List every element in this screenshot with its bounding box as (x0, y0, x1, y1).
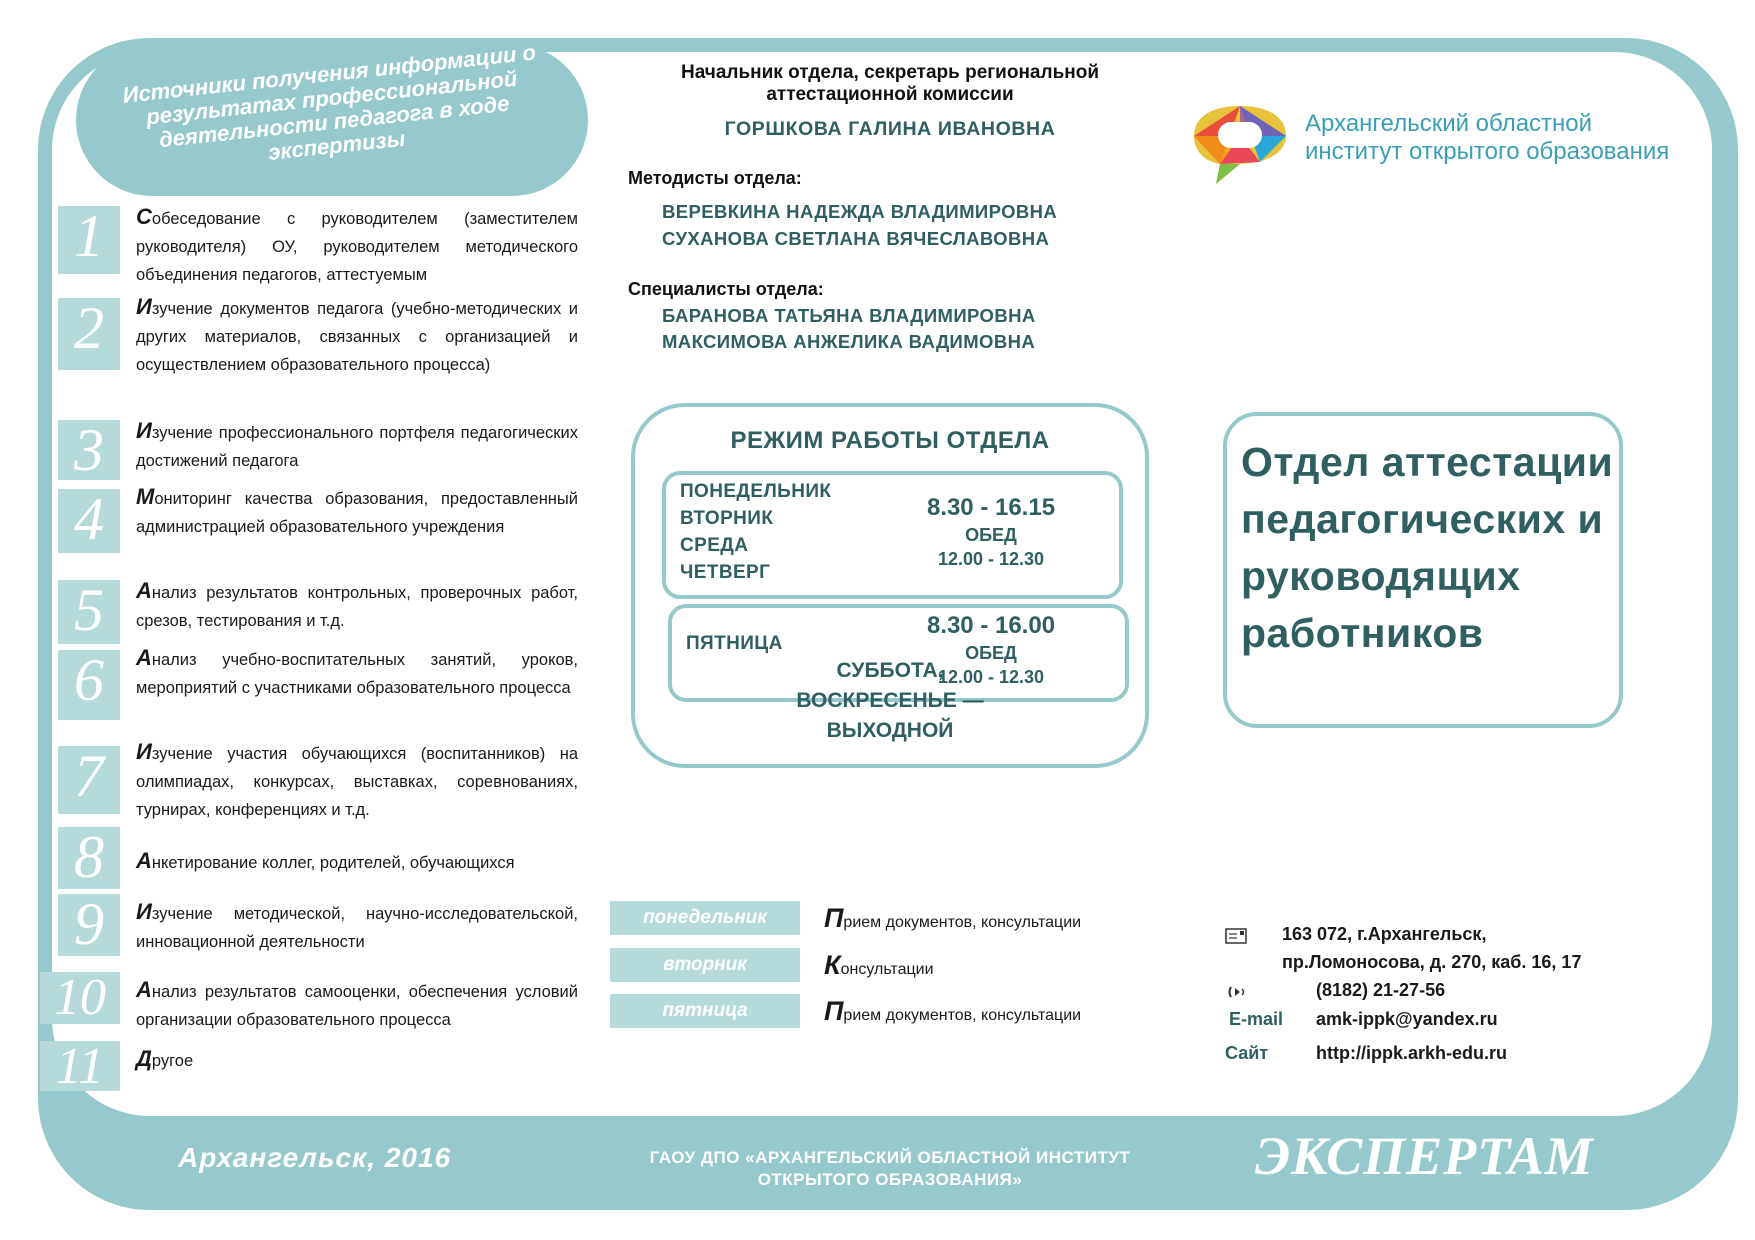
item-number: 10 (40, 972, 120, 1024)
item-number: 7 (58, 746, 120, 814)
reception-row (610, 994, 1210, 1028)
reception-row (610, 948, 1210, 982)
item-number: 11 (40, 1041, 120, 1091)
item-number: 4 (58, 489, 120, 553)
head-of-department-title: Начальник отдела, секретарь региональной аттестационной комиссии (680, 62, 1100, 105)
weekday: СРЕДА (680, 535, 749, 556)
schedule-title: РЕЖИМ РАБОТЫ ОТДЕЛА (730, 427, 1050, 454)
weekday: ПОНЕДЕЛЬНИК (680, 481, 832, 502)
weekend-note: СУББОТА, ВОСКРЕСЕНЬЕ — ВЫХОДНОЙ (796, 659, 984, 742)
lunch-label: ОБЕД (965, 643, 1017, 663)
email-link[interactable]: amk-ippk@yandex.ru (1316, 1009, 1498, 1029)
weekday: ВТОРНИК (680, 508, 774, 529)
site-label: Сайт (1225, 1043, 1269, 1063)
friday-label: ПЯТНИЦА (686, 633, 783, 654)
specialist-name: МАКСИМОВА АНЖЕЛИКА ВАДИМОВНА (662, 331, 1036, 352)
item-text: Изучение участия обучающихся (воспитанников) на олимпиадах, конкурсах, выставках, соревнованиях, турнирах, конференциях и т.д. (136, 739, 578, 819)
item-text: Анализ учебно-воспитательных занятий, уроков, мероприятий с участниками образовательного процесса (136, 645, 578, 697)
address-line: 163 072, г.Архангельск, (1282, 924, 1487, 944)
weekday: ЧЕТВЕРГ (680, 562, 771, 583)
reception-day: вторник (610, 948, 800, 982)
address-line: пр.Ломоносова, д. 270, каб. 16, 17 (1282, 952, 1582, 972)
footer-city-year: Архангельск, 2016 (178, 1142, 452, 1173)
phone-icon (1228, 984, 1248, 1000)
phone-number: (8182) 21-27-56 (1316, 980, 1446, 1000)
item-text: Изучение документов педагога (учебно-методических и других материалов, связанных с организацией и осуществлением образовательного процесса) (136, 294, 578, 374)
reception-row (610, 901, 1210, 935)
item-number: 2 (58, 298, 120, 370)
item-text: Собеседование с руководителем (заместителем руководителя) ОУ, руководителем методического объединения педагогов, аттестуемым (136, 204, 578, 284)
item-text: Анализ результатов контрольных, проверочных работ, срезов, тестирования и т.д. (136, 578, 578, 630)
reception-day: понедельник (610, 901, 800, 935)
head-of-department-name: ГОРШКОВА ГАЛИНА ИВАНОВНА (724, 118, 1056, 140)
item-number: 6 (58, 650, 120, 720)
specialist-name: БАРАНОВА ТАТЬЯНА ВЛАДИМИРОВНА (662, 305, 1036, 326)
item-number: 8 (58, 827, 120, 889)
item-text: Изучение профессионального портфеля педагогических достижений педагога (136, 418, 578, 470)
item-text: Изучение методической, научно-исследовательской, инновационной деятельности (136, 899, 578, 951)
item-text: Анализ результатов самооценки, обеспечения условий организации образовательного процесса (136, 977, 578, 1029)
sources-heading: Источники получения информации о результатах профессиональной деятельности педагога в ходе экспертизы (121, 39, 537, 165)
item-number: 9 (58, 894, 120, 956)
item-text: Анкетирование коллег, родителей, обучающихся (136, 848, 515, 873)
methodist-name: СУХАНОВА СВЕТЛАНА ВЯЧЕСЛАВОВНА (662, 228, 1050, 249)
item-text: Другое (136, 1046, 194, 1071)
reception-description: Прием документов, консультации (824, 996, 1082, 1026)
envelope-icon (1225, 928, 1247, 944)
site-link[interactable]: http://ippk.arkh-edu.ru (1316, 1043, 1507, 1063)
specialists-label: Специалисты отдела: (628, 279, 824, 299)
reception-description: Прием документов, консультации (824, 903, 1082, 933)
item-number: 3 (58, 420, 120, 480)
footer-organization: ГАОУ ДПО «АРХАНГЕЛЬСКИЙ ОБЛАСТНОЙ ИНСТИТУТ ОТКРЫТОГО ОБРАЗОВАНИЯ» (649, 1148, 1131, 1189)
reception-description: Консультации (824, 950, 934, 980)
footer-title: ЭКСПЕРТАМ (1255, 1126, 1594, 1186)
weekday-list (680, 478, 831, 586)
email-label: E-mail (1229, 1009, 1284, 1029)
work-schedule (631, 403, 1149, 768)
methodists-label: Методисты отдела: (628, 168, 802, 188)
department-title: Отдел аттестации педагогических и руководящих работников (1241, 439, 1614, 656)
item-text: Мониторинг качества образования, предоставленный администрацией образовательного учреждения (136, 484, 578, 536)
item-number: 5 (58, 580, 120, 644)
lunch-label: ОБЕД (965, 525, 1017, 545)
item-number: 1 (58, 206, 120, 274)
institute-name-line: Архангельский областной (1305, 110, 1593, 137)
weekday-hours (886, 493, 1096, 571)
weekdays-schedule (662, 471, 1123, 599)
institute-name (1305, 110, 1669, 166)
working-hours: 8.30 - 16.15 (926, 494, 1056, 521)
reception-day: пятница (610, 994, 800, 1028)
lunch-hours: 12.00 - 12.30 (937, 667, 1045, 687)
department-title-box (1223, 412, 1623, 728)
lunch-hours: 12.00 - 12.30 (937, 549, 1045, 569)
institute-name-line: институт открытого образования (1305, 138, 1670, 165)
methodist-name: ВЕРЕВКИНА НАДЕЖДА ВЛАДИМИРОВНА (662, 201, 1058, 222)
institute-logo-icon (1190, 100, 1290, 188)
working-hours: 8.30 - 16.00 (926, 612, 1056, 639)
